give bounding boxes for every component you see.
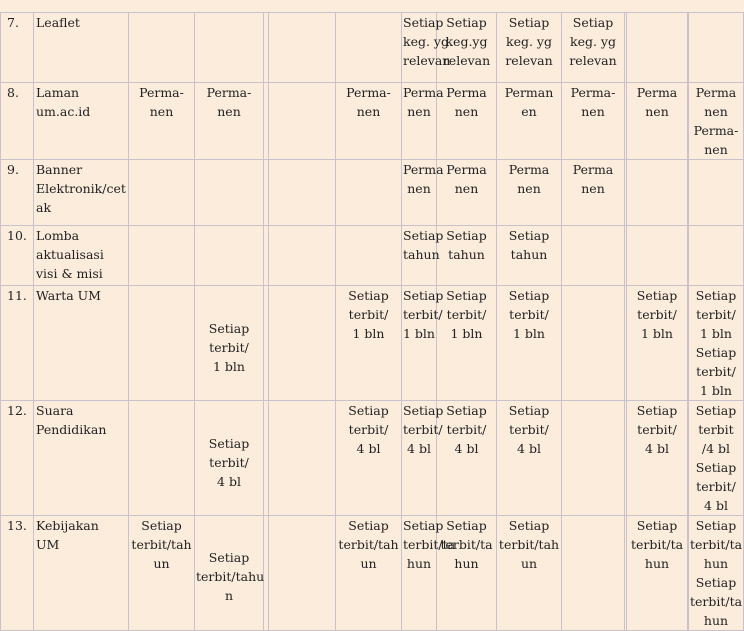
schedule-text: terbit/tah — [131, 537, 192, 552]
schedule-text: 1 bln — [513, 326, 545, 341]
schedule-cell — [402, 160, 444, 226]
schedule-cell — [336, 160, 402, 226]
schedule-text: terbit/ — [403, 422, 443, 437]
media-name-cell — [34, 516, 129, 631]
schedule-text: keg. yg — [570, 34, 616, 49]
schedule-text: 1 bln — [700, 326, 732, 341]
schedule-cell — [437, 13, 497, 83]
schedule-text: Setiap — [508, 228, 550, 243]
schedule-cell — [269, 516, 336, 631]
schedule-text: keg. yg — [506, 34, 552, 49]
schedule-cell — [689, 516, 744, 631]
schedule-cell — [269, 160, 336, 226]
media-schedule-table — [0, 12, 744, 631]
schedule-text: Perma — [446, 162, 487, 177]
schedule-text: hun — [406, 556, 432, 571]
schedule-text: 1 bln — [213, 358, 245, 374]
media-name-line: UM — [36, 537, 60, 552]
schedule-cell — [195, 401, 264, 516]
schedule-text: Perma — [508, 162, 550, 177]
schedule-text: terbit/ta — [630, 537, 684, 552]
schedule-cell — [437, 160, 497, 226]
schedule-text: Setiap — [348, 518, 389, 533]
media-name-line: Warta UM — [36, 288, 101, 303]
media-name-cell — [34, 401, 129, 516]
row-number-text: 13. — [7, 518, 27, 533]
schedule-text: 1 bln — [700, 383, 732, 398]
schedule-text: Perma- — [570, 85, 616, 100]
schedule-text: Setiap — [446, 403, 487, 418]
schedule-cell — [689, 226, 744, 286]
schedule-cell — [562, 226, 625, 286]
media-name-cell — [34, 83, 129, 160]
schedule-text: Setiap — [208, 435, 250, 451]
schedule-text: nen — [217, 104, 241, 119]
media-name-line: aktualisasi — [36, 247, 104, 262]
media-name-cell — [34, 286, 129, 401]
schedule-text: terbit — [698, 422, 734, 437]
schedule-cell — [627, 516, 688, 631]
schedule-text: terbit/ — [637, 307, 677, 322]
media-name-line: Kebijakan — [36, 518, 99, 533]
schedule-text: terbit/ — [209, 339, 249, 355]
schedule-cell — [195, 83, 264, 160]
schedule-cell — [269, 401, 336, 516]
schedule-text: terbit/ta — [440, 537, 493, 552]
media-name-line: Pendidikan — [36, 422, 107, 437]
schedule-cell — [336, 226, 402, 286]
schedule-cell — [562, 160, 625, 226]
schedule-cell — [402, 83, 444, 160]
schedule-text: Setiap — [695, 403, 737, 418]
schedule-text: Setiap — [348, 288, 389, 303]
media-name-line: um.ac.id — [36, 104, 91, 119]
row-number-text: 9. — [7, 162, 19, 177]
schedule-text: terbit/ — [696, 479, 736, 494]
schedule-text: hun — [644, 556, 670, 571]
schedule-cell — [402, 13, 451, 83]
schedule-text: un — [520, 556, 538, 571]
schedule-cell — [497, 160, 562, 226]
schedule-text: relevan — [403, 53, 451, 68]
schedule-cell — [402, 516, 456, 631]
schedule-text: Setiap — [695, 575, 737, 590]
schedule-text: Setiap — [446, 15, 487, 30]
schedule-text: Perma- — [206, 85, 252, 100]
schedule-cell — [562, 13, 625, 83]
schedule-cell — [129, 401, 195, 516]
schedule-text: Perma — [403, 85, 444, 100]
media-name-line: Leaflet — [36, 15, 80, 30]
schedule-text: Setiap — [403, 518, 444, 533]
schedule-text: Perma — [572, 162, 614, 177]
schedule-cell — [627, 401, 688, 516]
schedule-text: nen — [407, 104, 431, 119]
schedule-cell — [336, 286, 402, 401]
schedule-text: Perma — [446, 85, 487, 100]
schedule-text: nen — [704, 142, 728, 157]
row-number-text: 8. — [7, 85, 19, 100]
schedule-cell — [269, 226, 336, 286]
schedule-text: Setiap — [695, 518, 737, 533]
schedule-text: Perma — [403, 162, 444, 177]
media-name-cell — [34, 226, 129, 286]
schedule-text: Setiap — [403, 15, 444, 30]
schedule-cell — [402, 286, 444, 401]
schedule-text: nen — [517, 181, 541, 196]
schedule-cell — [437, 286, 497, 401]
schedule-text: terbit/ — [637, 422, 677, 437]
schedule-text: nen — [454, 104, 479, 119]
schedule-text: 4 bl — [454, 441, 479, 456]
schedule-text: nen — [454, 181, 479, 196]
schedule-cell — [336, 401, 402, 516]
table-row — [1, 83, 744, 160]
schedule-text: Setiap — [208, 549, 250, 565]
schedule-text: nen — [704, 104, 728, 119]
schedule-text: terbit/ — [348, 307, 389, 322]
schedule-text: 4 bl — [356, 441, 381, 456]
schedule-text: Setiap — [695, 460, 737, 475]
row-number — [1, 286, 34, 401]
schedule-text: nen — [356, 104, 381, 119]
media-name-line: Laman — [36, 85, 80, 100]
schedule-text: tahun — [448, 247, 485, 262]
schedule-cell — [689, 286, 744, 401]
schedule-text: 1 bln — [641, 326, 673, 341]
schedule-cell — [497, 13, 562, 83]
schedule-cell — [195, 516, 264, 631]
row-number — [1, 226, 34, 286]
schedule-cell — [336, 83, 402, 160]
schedule-cell — [129, 516, 195, 631]
schedule-text: terbit/ta — [690, 537, 743, 552]
schedule-cell — [627, 286, 688, 401]
row-number — [1, 516, 34, 631]
media-name-line: Banner — [36, 162, 83, 177]
schedule-text: Setiap — [208, 320, 250, 336]
schedule-text: 1 bln — [450, 326, 483, 341]
schedule-text: Perman — [504, 85, 554, 100]
schedule-text: Setiap — [446, 288, 487, 303]
schedule-cell — [402, 226, 444, 286]
schedule-text: tahun — [403, 247, 440, 262]
schedule-text: Setiap — [508, 288, 550, 303]
table-row — [1, 286, 744, 401]
schedule-cell — [336, 13, 402, 83]
row-number-text: 12. — [7, 403, 27, 418]
row-number-text: 10. — [7, 228, 27, 243]
schedule-text: 1 bln — [403, 326, 435, 341]
schedule-cell — [627, 226, 688, 286]
schedule-text: terbit/ — [348, 422, 389, 437]
schedule-cell — [562, 286, 625, 401]
schedule-text: terbit/ — [446, 422, 487, 437]
schedule-cell — [689, 160, 744, 226]
table-row — [1, 516, 744, 631]
schedule-cell — [437, 83, 497, 160]
schedule-text: Setiap — [446, 228, 487, 243]
schedule-text: Perma- — [139, 85, 184, 100]
schedule-text: relevan — [505, 53, 553, 68]
schedule-cell — [497, 226, 562, 286]
schedule-cell — [562, 83, 625, 160]
schedule-cell — [129, 286, 195, 401]
row-number-text: 7. — [7, 15, 19, 30]
table-row — [1, 160, 744, 226]
schedule-cell — [195, 13, 264, 83]
schedule-text: relevan — [569, 53, 617, 68]
schedule-text: terbit/tah — [498, 537, 560, 552]
schedule-text: 4 bl — [704, 498, 728, 513]
schedule-cell — [497, 286, 562, 401]
schedule-text: hun — [454, 556, 479, 571]
schedule-cell — [195, 286, 264, 401]
schedule-text: terbit/ta — [690, 594, 743, 609]
media-name-cell — [34, 13, 129, 83]
schedule-text: nen — [645, 104, 669, 119]
schedule-text: keg.yg — [445, 34, 488, 49]
schedule-cell — [689, 83, 744, 160]
media-name-line: ak — [36, 200, 52, 215]
schedule-text: Setiap — [403, 228, 444, 243]
schedule-text: terbit/ — [209, 454, 249, 470]
schedule-cell — [562, 516, 625, 631]
schedule-cell — [497, 83, 562, 160]
schedule-text: Perma- — [693, 123, 739, 138]
schedule-text: Setiap — [141, 518, 182, 533]
schedule-text: Setiap — [508, 403, 550, 418]
schedule-text: 1 bln — [352, 326, 385, 341]
schedule-cell — [689, 13, 744, 83]
media-name-cell — [34, 160, 129, 226]
schedule-text: Setiap — [695, 345, 737, 360]
row-number — [1, 401, 34, 516]
schedule-cell — [129, 226, 195, 286]
schedule-text: Setiap — [636, 288, 678, 303]
schedule-cell — [437, 516, 497, 631]
schedule-text: Setiap — [508, 15, 550, 30]
schedule-text: terbit/ — [446, 307, 487, 322]
schedule-text: n — [224, 587, 234, 603]
schedule-cell — [562, 401, 625, 516]
schedule-cell — [195, 226, 264, 286]
schedule-text: relevan — [442, 53, 491, 68]
schedule-cell — [129, 83, 195, 160]
media-name-line: visi & misi — [36, 266, 103, 281]
schedule-cell — [497, 401, 562, 516]
schedule-text: nen — [581, 104, 605, 119]
schedule-text: en — [521, 104, 537, 119]
schedule-cell — [627, 160, 688, 226]
schedule-text: hun — [703, 613, 729, 628]
schedule-text: un — [360, 556, 377, 571]
table-row — [1, 13, 744, 83]
media-name-line: Lomba — [36, 228, 80, 243]
schedule-cell — [402, 401, 444, 516]
schedule-text: nen — [149, 104, 174, 119]
schedule-text: Setiap — [636, 518, 678, 533]
schedule-text: Setiap — [695, 288, 737, 303]
schedule-text: 4 bl — [217, 473, 241, 489]
schedule-cell — [497, 516, 562, 631]
schedule-text: Perma — [695, 85, 737, 100]
schedule-text: Setiap — [348, 403, 389, 418]
schedule-text: 4 bl — [645, 441, 669, 456]
schedule-text: Setiap — [636, 403, 678, 418]
row-number — [1, 13, 34, 83]
schedule-text: nen — [581, 181, 605, 196]
schedule-cell — [129, 13, 195, 83]
schedule-text: terbit/tah — [338, 537, 399, 552]
schedule-text: terbit/ — [509, 422, 549, 437]
schedule-cell — [437, 401, 497, 516]
schedule-cell — [195, 160, 264, 226]
table-row — [1, 401, 744, 516]
schedule-text: Setiap — [446, 518, 487, 533]
row-number-text: 11. — [7, 288, 27, 303]
schedule-text: nen — [407, 181, 431, 196]
schedule-text: terbit/ta — [403, 537, 456, 552]
schedule-cell — [437, 226, 497, 286]
row-number — [1, 160, 34, 226]
schedule-text: terbit/tahu — [196, 568, 265, 584]
schedule-cell — [269, 13, 336, 83]
schedule-text: hun — [703, 556, 729, 571]
schedule-text: terbit/ — [403, 307, 443, 322]
schedule-text: tahun — [510, 247, 548, 262]
media-name-line: Suara — [36, 403, 74, 418]
schedule-text: Setiap — [508, 518, 550, 533]
schedule-text: keg. yg — [403, 34, 449, 49]
schedule-text: Perma — [636, 85, 678, 100]
schedule-text: Perma- — [346, 85, 391, 100]
schedule-text: terbit/ — [696, 364, 736, 379]
schedule-cell — [627, 13, 688, 83]
schedule-cell — [269, 83, 336, 160]
schedule-cell — [627, 83, 688, 160]
schedule-text: un — [153, 556, 170, 571]
schedule-text: 4 bl — [407, 441, 431, 456]
media-name-line: Elektronik/cet — [36, 181, 126, 196]
schedule-cell — [336, 516, 402, 631]
schedule-cell — [269, 286, 336, 401]
schedule-text: 4 bl — [517, 441, 541, 456]
table-row — [1, 226, 744, 286]
schedule-text: Setiap — [403, 403, 444, 418]
row-number — [1, 83, 34, 160]
schedule-text: Setiap — [572, 15, 614, 30]
schedule-text: terbit/ — [509, 307, 549, 322]
schedule-cell — [129, 160, 195, 226]
schedule-text: /4 bl — [701, 441, 731, 456]
schedule-text: terbit/ — [696, 307, 736, 322]
schedule-cell — [689, 401, 744, 516]
schedule-text: Setiap — [403, 288, 444, 303]
